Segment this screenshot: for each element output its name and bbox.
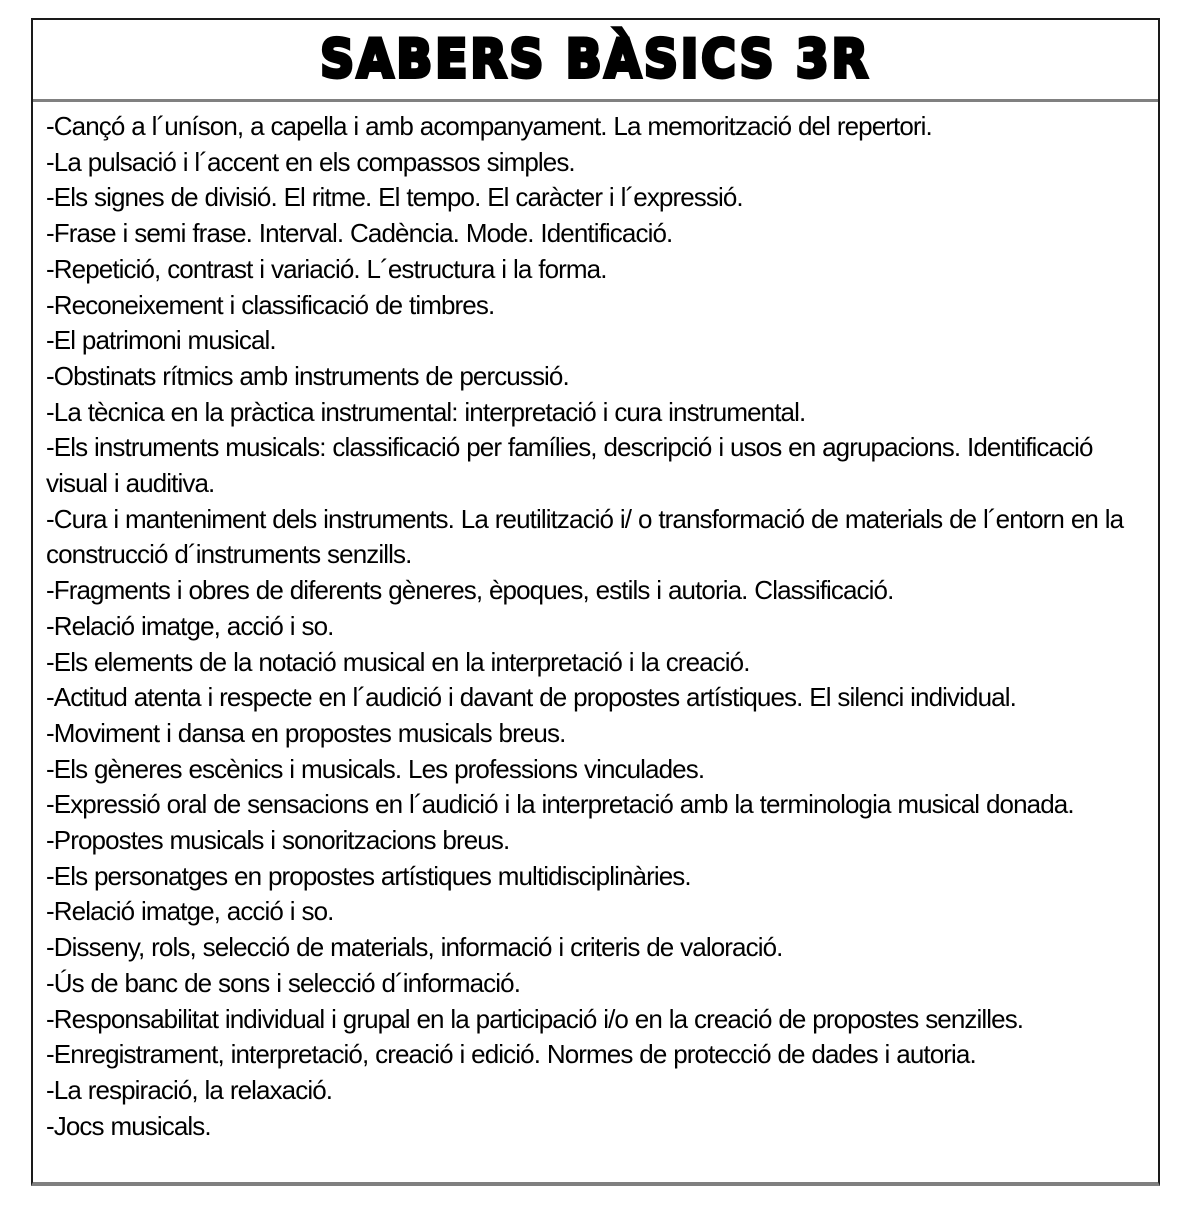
list-item: -Reconeixement i classificació de timbres. — [46, 289, 495, 320]
list-item: -Propostes musicals i sonoritzacions breus. — [46, 825, 510, 856]
list-item: -Repetició, contrast i variació. L´estructura i la forma. — [46, 253, 607, 284]
list-item: -Relació imatge, acció i so. — [46, 610, 334, 641]
list-item: -Ús de banc de sons i selecció d´informació. — [46, 967, 521, 998]
sabers-basics-table — [31, 18, 1160, 1186]
page-title: SABERS BÀSICS 3R — [320, 28, 871, 91]
list-item: -Cançó a l´uníson, a capella i amb acompanyament. La memorització del repertori. — [46, 111, 932, 141]
table-header-row — [33, 20, 1158, 102]
list-item: -El patrimoni musical. — [46, 325, 276, 356]
list-item: -Cura i manteniment dels instruments. La reutilització i/ o transformació de materials de l´entorn en la construcció d´instruments senzills. — [46, 503, 1124, 570]
list-item: -Relació imatge, acció i so. — [46, 896, 334, 927]
list-item: -Els elements de la notació musical en la interpretació i la creació. — [46, 646, 750, 677]
list-item: -La tècnica en la pràctica instrumental: interpretació i cura instrumental. — [46, 396, 806, 427]
list-item: -Fragments i obres de diferents gèneres, èpoques, estils i autoria. Classificació. — [46, 575, 894, 606]
list-item: -Enregistrament, interpretació, creació i edició. Normes de protecció de dades i autoria. — [46, 1039, 976, 1070]
list-item: -Disseny, rols, selecció de materials, informació i criteris de valoració. — [46, 932, 783, 963]
list-item: -Els personatges en propostes artístiques multidisciplinàries. — [46, 860, 691, 891]
list-item: -Els instruments musicals: classificació per famílies, descripció i usos en agrupacions. Identificació visual i auditiva. — [46, 432, 1093, 499]
list-item: -La respiració, la relaxació. — [46, 1074, 333, 1105]
list-item: -Els signes de divisió. El ritme. El tempo. El caràcter i l´expressió. — [46, 182, 743, 213]
list-item: -Expressió oral de sensacions en l´audició i la interpretació amb la terminologia musical donada. — [46, 789, 1074, 820]
list-item: -Obstinats rítmics amb instruments de percussió. — [46, 360, 569, 391]
list-item: -Frase i semi frase. Interval. Cadència. Mode. Identificació. — [46, 218, 673, 249]
list-item: -Jocs musicals. — [46, 1110, 211, 1141]
list-item: -Moviment i dansa en propostes musicals breus. — [46, 717, 566, 748]
list-item: -Els gèneres escènics i musicals. Les professions vinculades. — [46, 753, 705, 784]
list-item: -La pulsació i l´accent en els compassos simples. — [46, 146, 575, 177]
list-item: -Actitud atenta i respecte en l´audició i davant de propostes artístiques. El silenci individual. — [46, 682, 1016, 713]
items-list — [33, 102, 1158, 1144]
list-item: -Responsabilitat individual i grupal en la participació i/o en la creació de propostes senzilles. — [46, 1003, 1024, 1034]
